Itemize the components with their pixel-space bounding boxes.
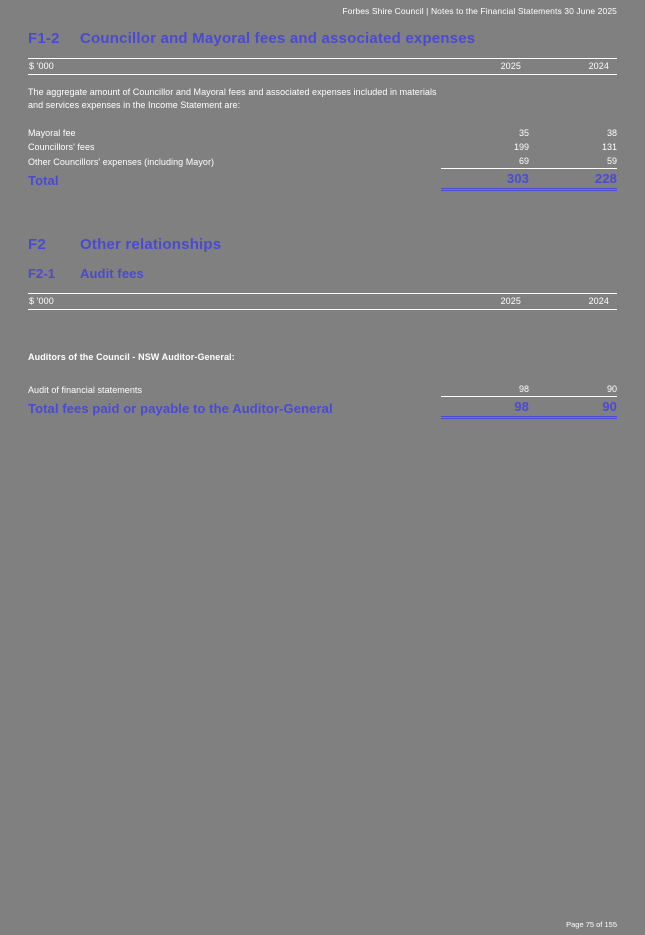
table-row	[28, 126, 617, 140]
table-subheading-row	[28, 350, 617, 364]
table-f2-1-body	[28, 350, 617, 419]
row-value-2025: 98	[441, 382, 529, 397]
table-header-row	[28, 59, 617, 75]
note-heading-f1-2-title: Councillor and Mayoral fees and associated expenses	[80, 30, 476, 47]
total-value-2024: 228	[529, 169, 617, 190]
table-f1-2-header	[28, 58, 617, 75]
table-f1-2-body	[28, 126, 617, 191]
total-value-2025: 98	[441, 397, 529, 418]
row-value-2024: 38	[606, 128, 617, 138]
running-header: Forbes Shire Council | Notes to the Financial Statements 30 June 2025	[342, 6, 617, 16]
table-spacer-row	[28, 373, 617, 382]
table-row	[28, 154, 617, 169]
note-f1-2-intro-text: The aggregate amount of Councillor and Mayoral fees and associated expenses included in materials and services expenses in the Income Statement are:	[28, 87, 437, 110]
total-label: Total	[28, 172, 59, 188]
note-heading-f1-2	[28, 30, 475, 47]
total-value-2025: 303	[441, 169, 529, 190]
row-label: Audit of financial statements	[28, 384, 143, 395]
note-heading-f2-1-number: F2-1	[28, 266, 56, 281]
page-footer: Page 75 of 155	[566, 920, 617, 929]
column-header-units: $ '000	[28, 294, 441, 310]
note-heading-f2-1	[28, 266, 144, 281]
table-header-row	[28, 294, 617, 310]
column-header-2025: 2025	[441, 294, 529, 310]
column-header-units: $ '000	[28, 59, 441, 75]
note-heading-f1-2-number: F1-2	[28, 30, 60, 47]
row-label: Mayoral fee	[28, 128, 76, 138]
table-total-row	[28, 169, 617, 190]
table-subheading: Auditors of the Council - NSW Auditor-General:	[28, 352, 235, 362]
table-spacer-row	[28, 364, 617, 373]
row-value-2024: 131	[601, 142, 617, 152]
note-heading-f2-number: F2	[28, 236, 46, 253]
row-value-2025: 35	[518, 128, 529, 138]
note-heading-f2-title: Other relationships	[80, 236, 222, 253]
row-label: Other Councillors' expenses (including Mayor)	[28, 156, 215, 167]
table-row	[28, 140, 617, 154]
row-value-2024: 90	[529, 382, 617, 397]
row-value-2024: 59	[529, 154, 617, 169]
table-f2-1-header	[28, 293, 617, 310]
row-value-2025: 199	[513, 142, 529, 152]
note-heading-f2	[28, 236, 221, 253]
total-value-2024: 90	[529, 397, 617, 418]
table-total-row	[28, 397, 617, 418]
column-header-2024: 2024	[529, 294, 617, 310]
total-label: Total fees paid or payable to the Auditor-General	[28, 400, 333, 416]
note-heading-f2-1-title: Audit fees	[80, 266, 144, 281]
row-label: Councillors' fees	[28, 142, 95, 152]
column-header-2025: 2025	[441, 59, 529, 75]
table-row	[28, 382, 617, 397]
row-value-2025: 69	[441, 154, 529, 169]
column-header-2024: 2024	[529, 59, 617, 75]
